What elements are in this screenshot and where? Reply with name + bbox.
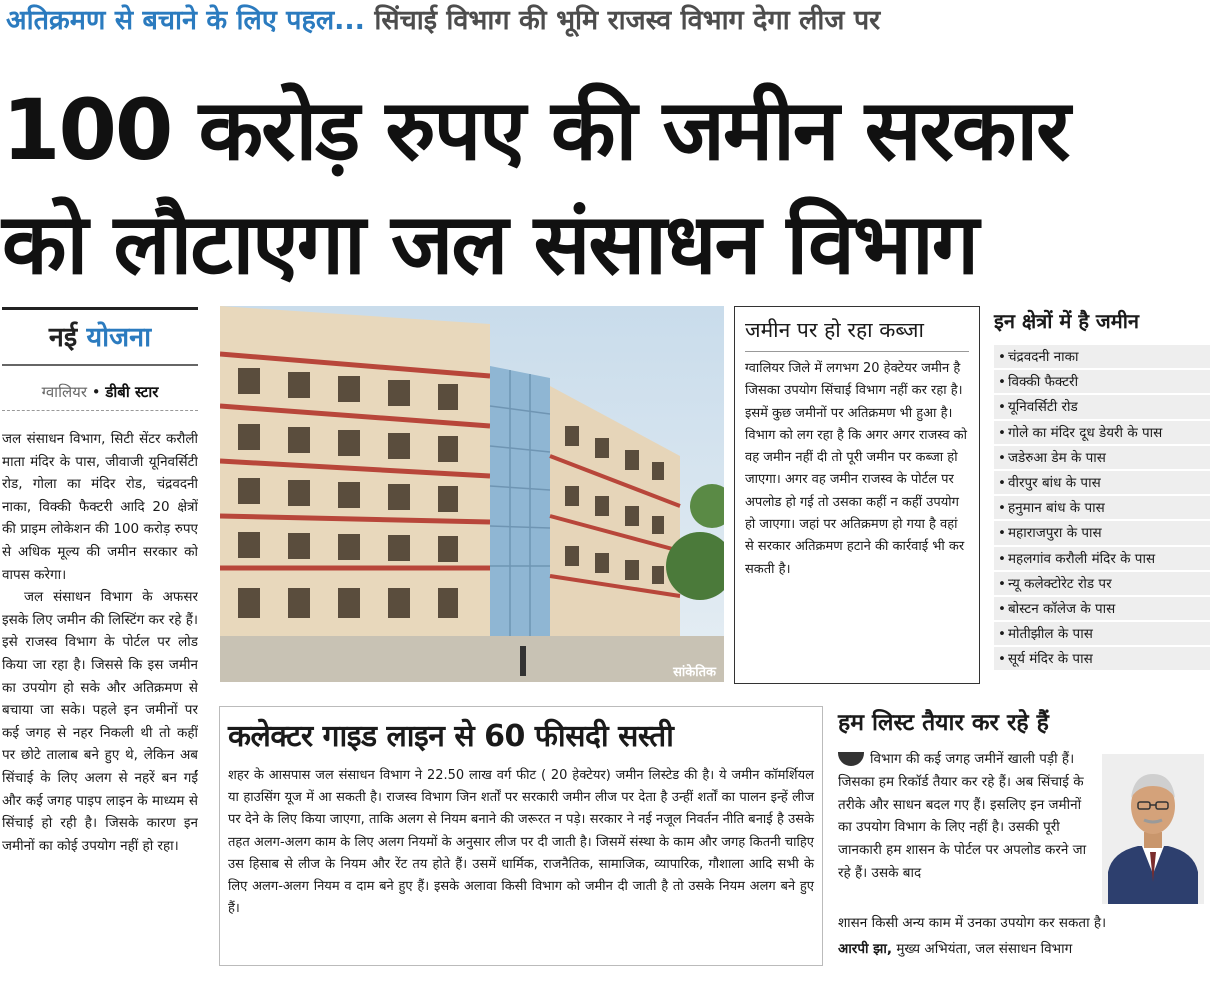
list-item: • महलगांव करौली मंदिर के पास — [994, 545, 1210, 570]
encroachment-box-title: जमीन पर हो रहा कब्जा — [745, 315, 969, 352]
quote-speaker-designation: मुख्य अभियंता, जल संसाधन विभाग — [896, 941, 1073, 957]
section-rule-top — [2, 307, 198, 310]
quote-speaker-name: आरपी झा, — [838, 941, 893, 957]
building-photo — [220, 306, 724, 682]
list-item: • वीरपुर बांध के पास — [994, 469, 1210, 494]
byline-bullet: • — [91, 383, 106, 401]
left-story-paragraph-1: जल संसाधन विभाग, सिटी सेंटर करौली माता मंदिर के पास, जीवाजी यूनिवर्सिटी रोड, गोला का मंदिर रोड, चंद्रवदनी नाका, विक्की फैक्टरी आदि 20 क्षेत्रों की प्राइम लोकेशन की 100 करोड़ रुपए से अधिक मूल्य की जमीन सरकार को वापस करेगा। — [2, 431, 198, 583]
quote-mark-icon — [838, 752, 864, 766]
headline-line-2: को लौटाएगा जल संसाधन विभाग — [2, 195, 977, 293]
headline-line-1: 100 करोड़ रुपए की जमीन सरकार — [2, 81, 1069, 179]
areas-list — [994, 343, 1210, 670]
byline-divider — [2, 410, 198, 411]
guideline-story-title: कलेक्टर गाइड लाइन से 60 फीसदी सस्ती — [228, 719, 674, 754]
guideline-story — [219, 706, 823, 966]
building-illustration — [220, 306, 724, 682]
encroachment-box-body: ग्वालियर जिले में लगभग 20 हेक्टेयर जमीन है जिसका उपयोग सिंचाई विभाग नहीं कर रहा है। इसमें कुछ जमीनों पर अतिक्रमण भी हुआ है। विभाग को लग रहा है कि अगर अगर राजस्व को वह जमीन नहीं दी तो पूरी जमीन पर कब्जा हो जाएगा। अगर वह जमीन राजस्व के पोर्टल पर अपलोड हो गई तो उसका कहीं न कहीं उपयोग हो जाएगा। जहां पर अतिक्रमण हो गया है वहां से सरकार अतिक्रमण हटाने की कार्रवाई भी कर सकती है। — [745, 361, 968, 577]
quote-tail: शासन किसी अन्य काम में उनका उपयोग कर सकता है। — [838, 915, 1107, 931]
section-label — [2, 318, 198, 358]
byline — [2, 380, 198, 404]
kicker-line — [6, 4, 1206, 38]
section-label-part2: योजना — [86, 322, 152, 353]
list-item: • यूनिवर्सिटी रोड — [994, 393, 1210, 418]
guideline-story-body: शहर के आसपास जल संसाधन विभाग ने 22.50 लाख वर्ग फीट ( 20 हेक्टेयर) जमीन लिस्टेड की है। ये जमीन कॉमर्शियल या हाउसिंग यूज में आ सकती है। राजस्व विभाग जिन शर्तों पर सरकारी जमीन लीज पर देता है उन्हीं शर्तों का पालन इन्हें लीज पर देने के लिए किया जाएगा, ताकि अलग से नियम बनाने की जरूरत न पड़े। सरकार ने नई नजूल निवर्तन नीति बनाई है उसके तहत अलग-अलग काम के लिए अलग नियमों के अनुसार लीज पर दी जाती है। जिसमें संस्था के काम और जगह कितनी चाहिए उस हिसाब से लीज के नियम और रेंट तय होते हैं। उसमें धार्मिक, राजनैतिक, सामाजिक, व्यापारिक, गौशाला आदि सभी के लिए अलग-अलग नियम व दाम बने हुए हैं। इसके अलावा किसी विभाग को जमीन दी जाती है तो उसके नियम अलग बने हुए हैं। — [228, 768, 814, 917]
section-rule-bottom — [2, 364, 198, 366]
kicker-lead: अतिक्रमण से बचाने के लिए पहल... — [6, 5, 365, 36]
list-item: • हनुमान बांध के पास — [994, 494, 1210, 519]
list-item: • महाराजपुरा के पास — [994, 519, 1210, 544]
list-item: • बोस्टन कॉलेज के पास — [994, 595, 1210, 620]
section-label-part1: नई — [48, 322, 78, 353]
left-story-paragraph-2: जल संसाधन विभाग के अफसर इसके लिए जमीन की लिस्टिंग कर रहे हैं। इसे राजस्व विभाग के पोर्टल पर लोड किया जा रहा है। जिससे कि इस जमीन का उपयोग हो सके और अतिक्रमण से बचाया जा सके। पहले इन जमीनों पर कई जगह से नहर निकली थी तो कहीं पर छोटे तालाब बने हुए थे, लेकिन अब सिंचाई के लिए अलग से नहरें बन गईं और कई जगह पाइप लाइन के माध्यम से सिंचाई हो रही है। जिसके कारण इन जमीनों का कोई उपयोग नहीं हो रहा। — [2, 589, 198, 854]
photo-credit: सांकेतिक — [673, 665, 716, 680]
list-item: • गोले का मंदिर दूध डेयरी के पास — [994, 419, 1210, 444]
quote-title: हम लिस्ट तैयार कर रहे हैं — [838, 710, 1049, 736]
list-item: • मोतीझील के पास — [994, 620, 1210, 645]
portrait-illustration — [1102, 754, 1204, 904]
kicker-rest: सिंचाई विभाग की भूमि राजस्व विभाग देगा लीज पर — [374, 5, 881, 36]
left-story-body — [2, 428, 198, 973]
list-item: • जडेरुआ डेम के पास — [994, 444, 1210, 469]
list-item: • सूर्य मंदिर के पास — [994, 645, 1210, 670]
list-item: • चंद्रवदनी नाका — [994, 343, 1210, 368]
byline-author: डीबी स्टार — [105, 383, 159, 401]
encroachment-box — [734, 306, 980, 684]
list-item: • न्यू कलेक्टोरेट रोड पर — [994, 570, 1210, 595]
quote-text: विभाग की कई जगह जमीनें खाली पड़ी हैं। जिसका हम रिकॉर्ड तैयार कर रहे हैं। अब सिंचाई के तरीके और साधन बदल गए हैं। इसलिए इन जमीनों का उपयोग विभाग के लिए नहीं है। उसकी पूरी जानकारी हम शासन के पोर्टल पर अपलोड करने जा रहे हैं। उसके बाद — [838, 751, 1087, 881]
list-item: • विक्की फैक्टरी — [994, 368, 1210, 393]
quote-body — [838, 748, 1094, 885]
official-portrait — [1102, 754, 1204, 904]
byline-place: ग्वालियर — [41, 383, 87, 401]
quote-attribution — [838, 938, 1210, 960]
areas-list-title: इन क्षेत्रों में है जमीन — [994, 309, 1139, 333]
